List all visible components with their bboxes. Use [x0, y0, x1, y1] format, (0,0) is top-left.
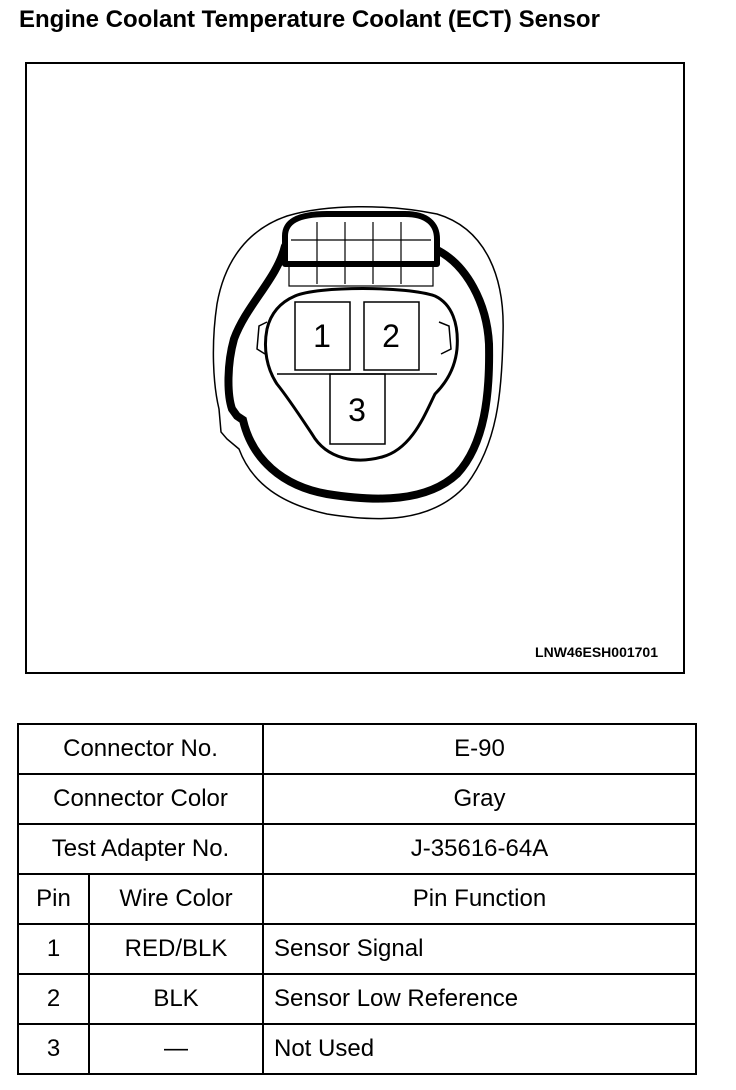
table-row: [18, 924, 696, 974]
table-row: [18, 974, 696, 1024]
table-row: [18, 774, 696, 824]
table-row: [18, 724, 696, 774]
connector-figure: [25, 62, 685, 674]
connector-color-label: Connector Color: [18, 774, 263, 824]
connector-no-value: E-90: [263, 724, 696, 774]
wire-color-header: Wire Color: [89, 874, 263, 924]
right-rib: [439, 322, 451, 354]
table-header-row: [18, 874, 696, 924]
table-row: [18, 824, 696, 874]
connector-no-label: Connector No.: [18, 724, 263, 774]
pin-function: Sensor Signal: [263, 924, 696, 974]
pin-2-label: 2: [382, 318, 400, 354]
pin-header: Pin: [18, 874, 89, 924]
pin-number: 2: [18, 974, 89, 1024]
table-row: [18, 1024, 696, 1074]
figure-code: LNW46ESH001701: [535, 644, 658, 660]
wire-color: —: [89, 1024, 263, 1074]
pin-number: 1: [18, 924, 89, 974]
wire-color: BLK: [89, 974, 263, 1024]
connector-latch: [285, 214, 437, 264]
pin-number: 3: [18, 1024, 89, 1074]
pin-function: Not Used: [263, 1024, 696, 1074]
pin-1-label: 1: [313, 318, 331, 354]
connector-color-value: Gray: [263, 774, 696, 824]
test-adapter-value: J-35616-64A: [263, 824, 696, 874]
pin-function-header: Pin Function: [263, 874, 696, 924]
wire-color: RED/BLK: [89, 924, 263, 974]
page-title: Engine Coolant Temperature Coolant (ECT) Sensor: [19, 6, 600, 33]
pin-function: Sensor Low Reference: [263, 974, 696, 1024]
pin-3-label: 3: [348, 392, 366, 428]
connector-diagram: [27, 64, 687, 676]
connector-info-table: [17, 723, 697, 1075]
test-adapter-label: Test Adapter No.: [18, 824, 263, 874]
